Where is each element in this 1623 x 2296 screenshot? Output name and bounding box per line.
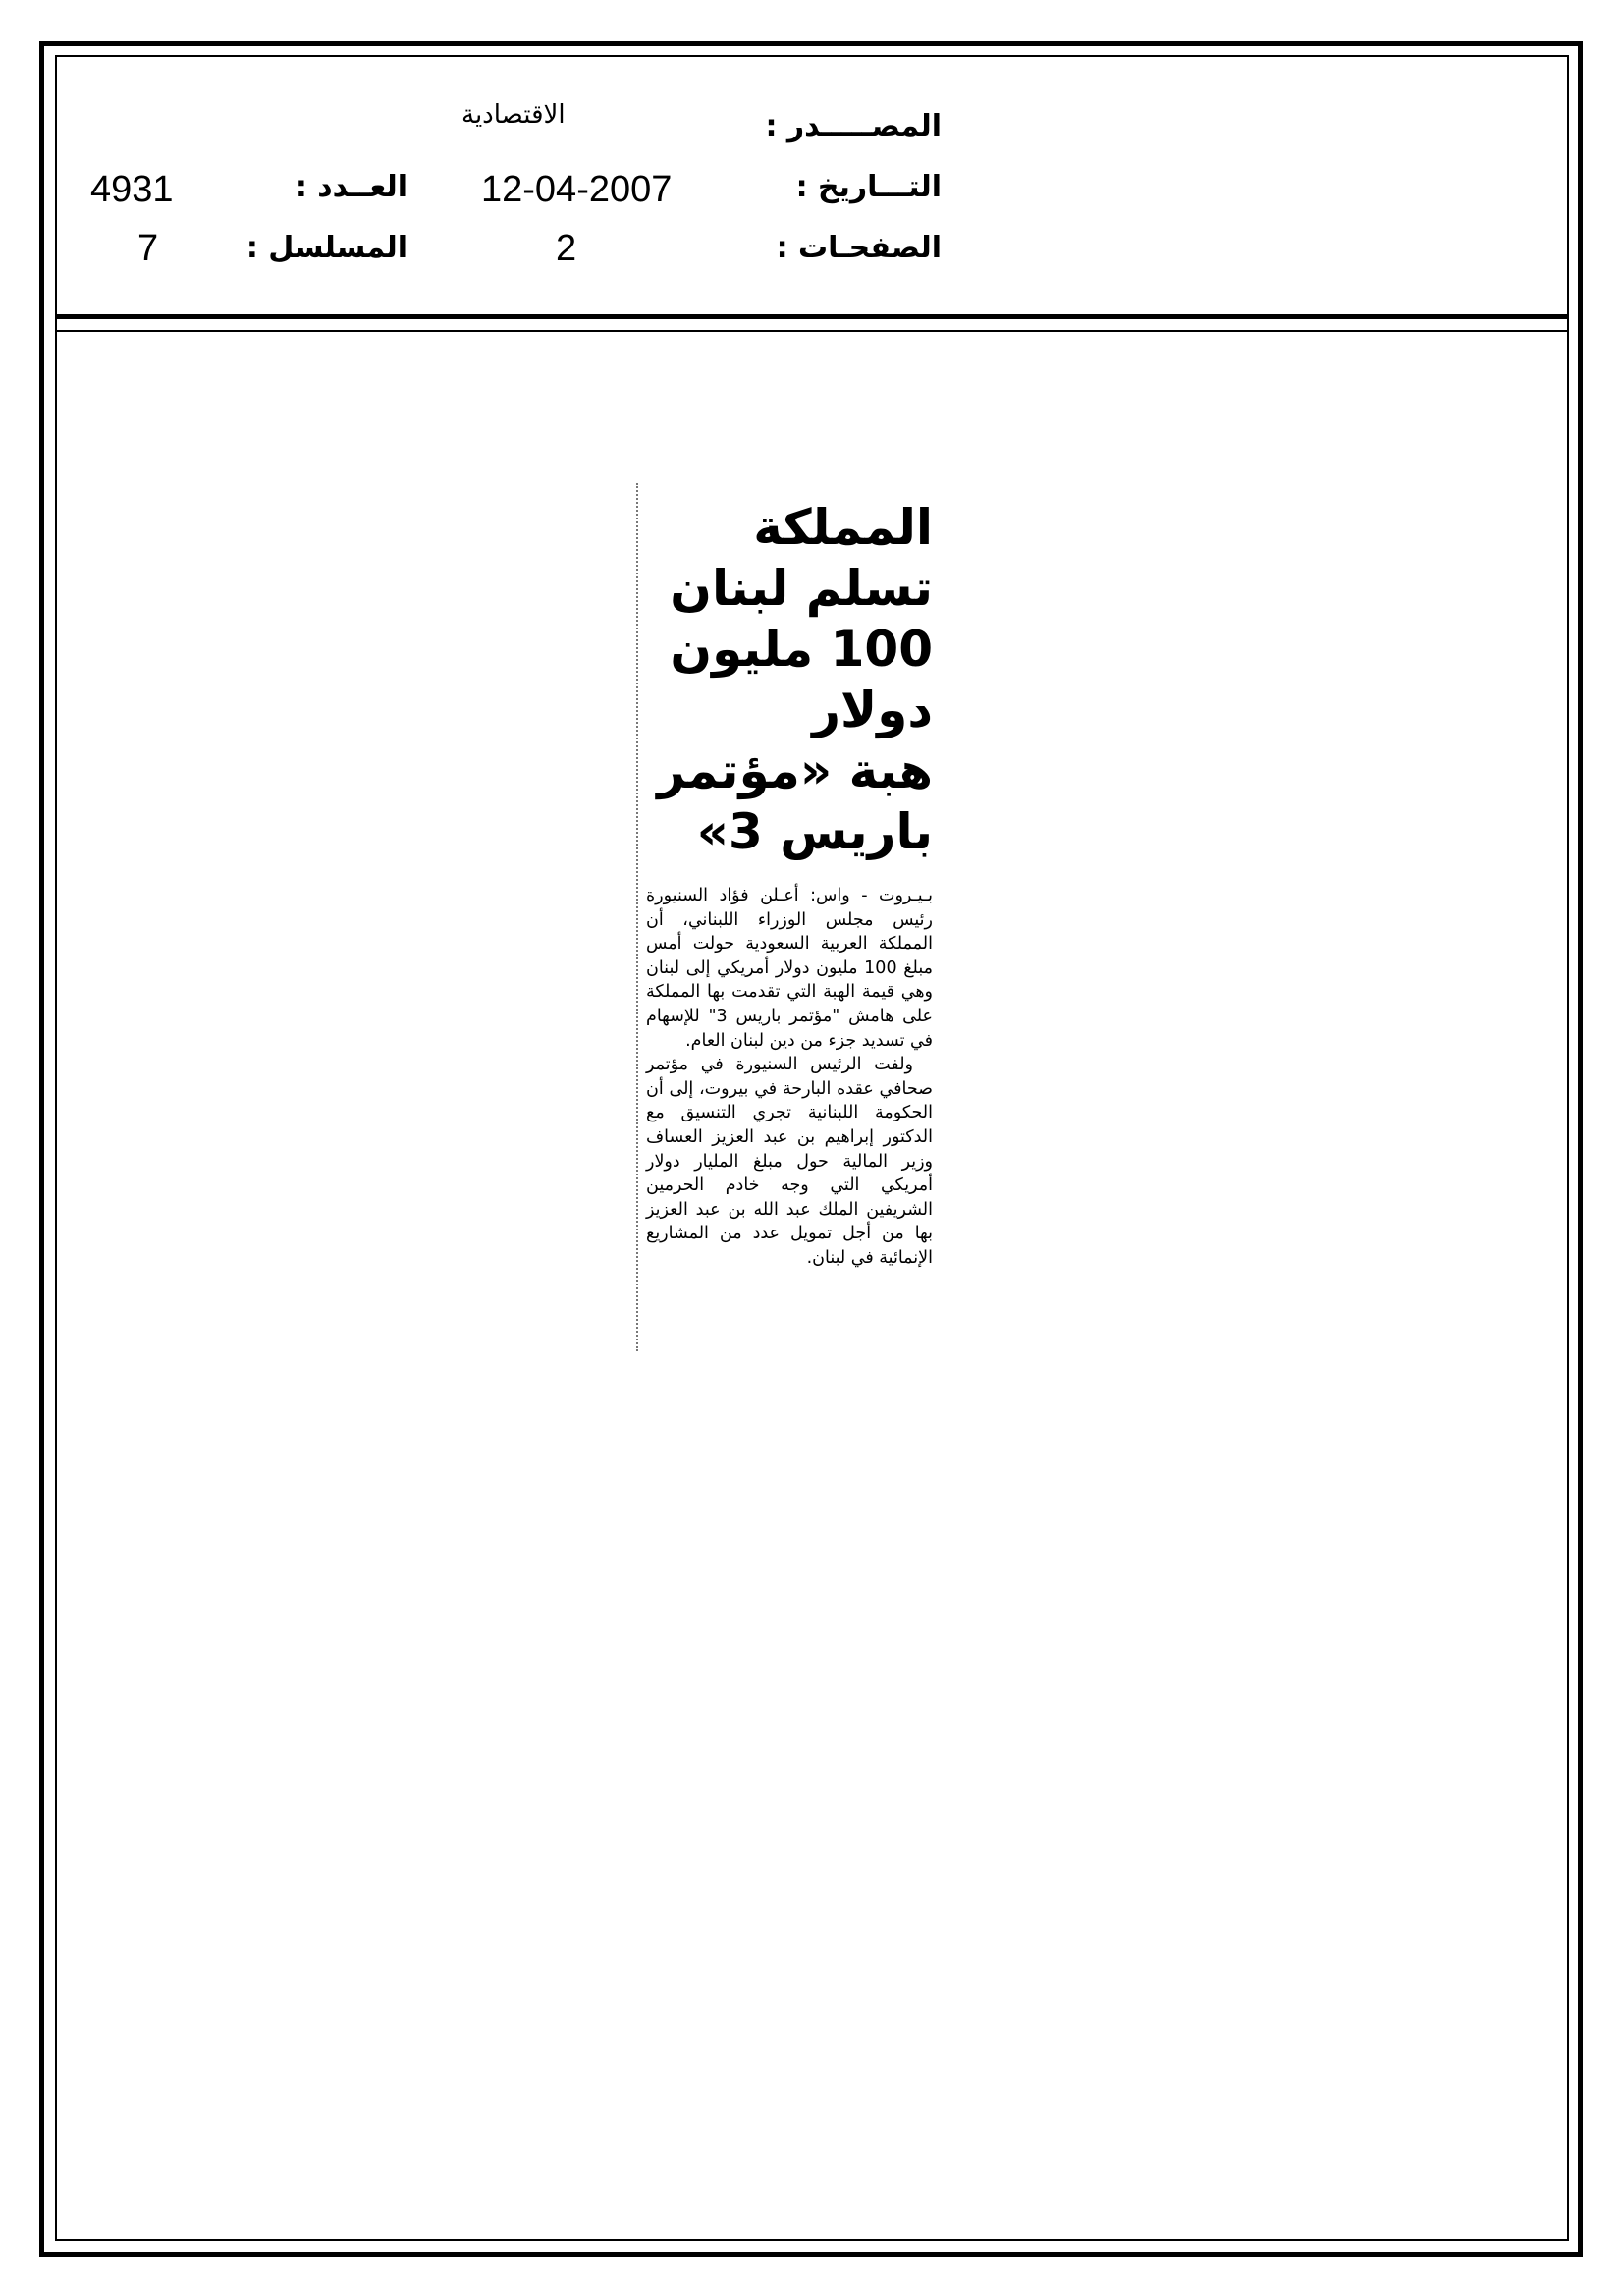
article-paragraph-1: بـيـروت - واس: أعـلن فؤاد السنيورة رئيس مجلس الوزراء اللبناني، أن المملكة العربية السعودية حولت أمس مبلغ 100 مليون دولار أمريكي إلى لبنان وهي قيمة الهبة التي تقدمت بها المملكة على هامش "مؤتمر باريس 3" للإسهام في تسديد جزء من دين لبنان العام.: [646, 886, 933, 1051]
header-divider-thick: [55, 314, 1569, 319]
date-value: 12-04-2007: [481, 169, 673, 210]
pages-value: 2: [556, 228, 577, 269]
issue-label: العــدد :: [295, 170, 407, 204]
newspaper-clipping: [636, 483, 937, 1351]
issue-value: 4931: [90, 169, 174, 210]
serial-label: المسلسل :: [245, 231, 407, 265]
header-divider-thin: [55, 330, 1569, 332]
source-value: الاقتصادية: [461, 100, 566, 130]
headline-line-1: المملكة تسلم لبنان: [670, 499, 933, 617]
date-label: التـــاريخ :: [795, 170, 942, 204]
serial-value: 7: [137, 228, 159, 269]
article-body: [638, 884, 937, 1271]
article-headline: [638, 497, 937, 862]
article-paragraph-2: ولفت الرئيس السنيورة في مؤتمر صحافي عقده البارحة في بيروت، إلى أن الحكومة اللبنانية تجري التنسيق مع الدكتور إبراهيم بن عبد العزيز العساف وزير المالية حول مبلغ المليار دولار أمريكي التي وجه خادم الحرمين الشريفين الملك عبد الله بن عبد العزيز بها من أجل تمويل عدد من المشاريع الإنمائية في لبنان.: [646, 1055, 933, 1268]
headline-line-2: 100 مليون دولار: [670, 621, 933, 738]
pages-label: الصفحـات :: [776, 231, 942, 265]
headline-line-3: هبة «مؤتمر باريس 3»: [657, 742, 933, 860]
source-label: المصـــــدر :: [765, 109, 942, 143]
